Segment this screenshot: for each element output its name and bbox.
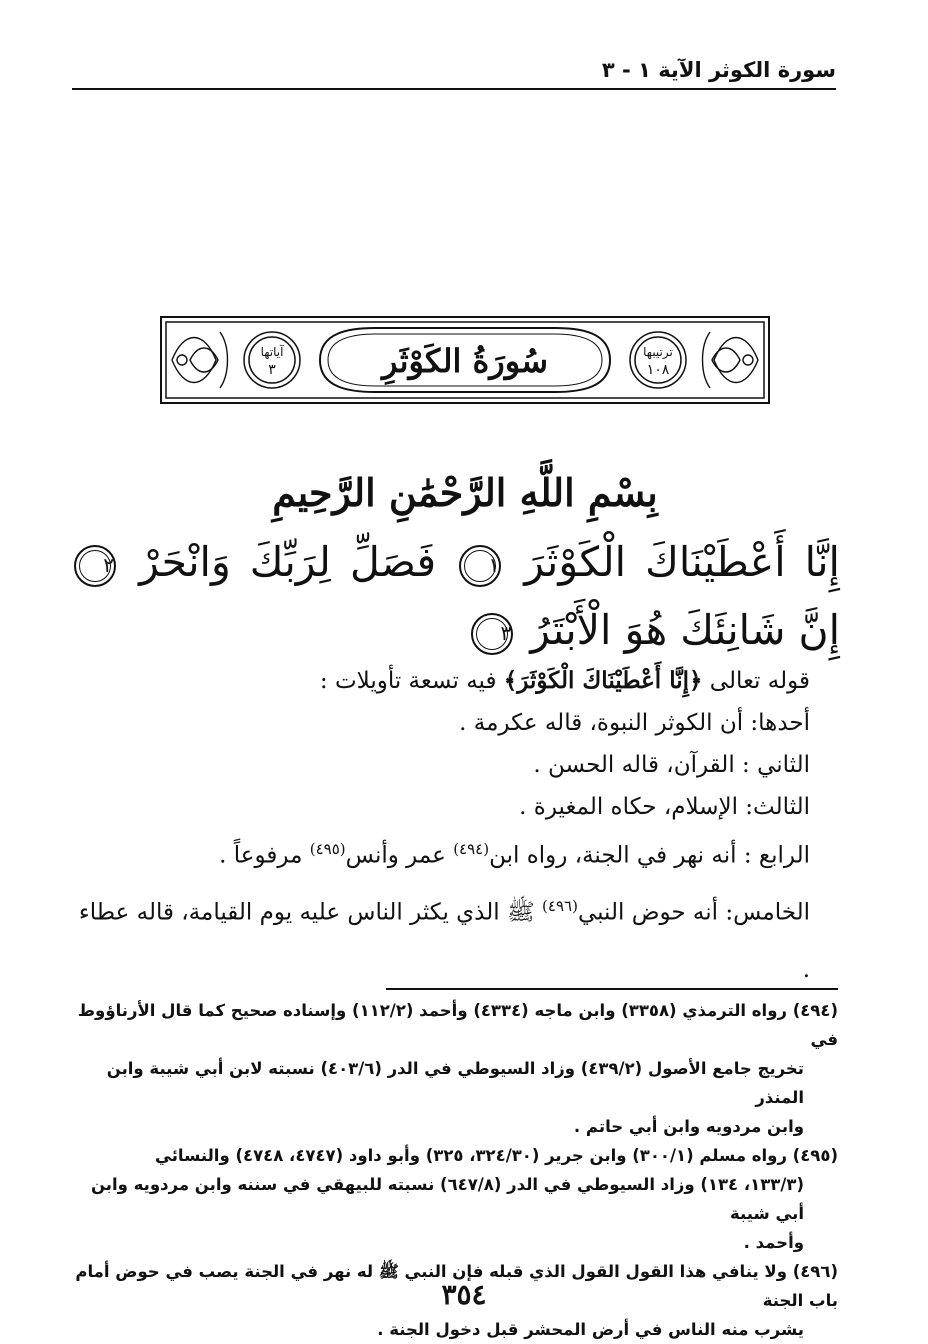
surah-banner bbox=[160, 316, 770, 404]
footnote-496: (٤٩٦) ولا ينافي هذا القول القول الذي قبله فإن النبي ﷺ له نهر في الجنة يصب في حوض أمام باب الجنة يشرب منه الناس في أرض المحشر قبل دخول الجنة . bbox=[75, 1262, 838, 1339]
surah-order-value: ١٠٨ bbox=[646, 362, 670, 378]
interpretation-3: الثالث: الإسلام، حكاه المغيرة . bbox=[519, 794, 810, 820]
commentary-intro: قوله تعالى ﴿إِنَّا أَعْطَيْنَاكَ الْكَوْثَرَ﴾ فيه تسعة تأويلات : bbox=[319, 667, 810, 694]
footnote-495: (٤٩٥) رواه مسلم (٣٠٠/١) وابن جرير (٣٢٤/٣٠، ٣٢٥) وأبو داود (٤٧٤٧، ٤٧٤٨) والنسائي (١٣٣/٣، ١٣٤) وزاد السيوطي في الدر (٦٤٧/٨) نسبته للبيهقي في سننه وابن مردويه وابن أبي شيبة وأحمد . bbox=[90, 1146, 838, 1252]
verse-text: إِنَّ شَانِئَكَ هُوَ الْأَبْتَرُ bbox=[530, 606, 840, 654]
footnote-rule bbox=[386, 988, 838, 990]
footnote-494: (٤٩٤) رواه الترمذي (٣٣٥٨) وابن ماجه (٤٣٣٤) وأحمد (١١٢/٢) وإسناده صحيح كما قال الأرناؤوط في تخريج جامع الأصول (٤٣٩/٢) وزاد السيوطي في الدر (٤٠٣/٦) نسبته لابن أبي شيبة وابن المنذر وابن مردويه وابن أبي حاتم . bbox=[77, 1001, 838, 1136]
surah-order-label: ترتيبها bbox=[643, 345, 673, 359]
surah-title: سُورَةُ الكَوْثَرِ bbox=[381, 342, 549, 380]
verse-number: ٣ bbox=[471, 613, 513, 655]
verse-text: إِنَّا أَعْطَيْنَاكَ الْكَوْثَرَ bbox=[524, 538, 840, 586]
interpretation-5: الخامس: أنه حوض النبي$^{(٤٩٦)}$ ﷺ الذي يكثر الناس عليه يوم القيامة، قاله عطاء . bbox=[78, 896, 810, 984]
running-head: سورة الكوثر الآية ١ - ٣ bbox=[601, 58, 836, 82]
interpretation-1: أحدها: أن الكوثر النبوة، قاله عكرمة . bbox=[459, 710, 810, 736]
page-number: ٣٥٤ bbox=[441, 1278, 487, 1311]
verse-count-label: آياتها bbox=[260, 345, 284, 359]
verse-text: فَصَلِّ لِرَبِّكَ وَانْحَرْ bbox=[139, 538, 437, 586]
verse-count-medallion-icon bbox=[244, 332, 300, 388]
interpretation-4: الرابع : أنه نهر في الجنة، رواه ابن$^{(٤٩٤)}$ عمر وأنس$^{(٤٩٥)}$ مرفوعاً . bbox=[219, 840, 810, 869]
quoted-verse: ﴿إِنَّا أَعْطَيْنَاكَ الْكَوْثَرَ﴾ bbox=[503, 667, 703, 694]
footnote-ref-494: (٤٩٤) bbox=[453, 840, 490, 858]
verse-number: ٢ bbox=[74, 545, 116, 587]
footnote-ref-495: (٤٩٥) bbox=[309, 840, 346, 858]
order-medallion-icon bbox=[630, 332, 686, 388]
basmala: بِسْمِ اللَّهِ الرَّحْمَٰنِ الرَّحِيمِ bbox=[272, 470, 658, 515]
verse-count-value: ٣ bbox=[268, 362, 276, 378]
footnote-ref-496: (٤٩٦) bbox=[542, 896, 578, 915]
quran-verses bbox=[70, 528, 840, 664]
header-rule bbox=[72, 88, 836, 90]
verse-number: ١ bbox=[459, 545, 501, 587]
interpretation-2: الثاني : القرآن، قاله الحسن . bbox=[533, 752, 810, 778]
tafsir-commentary bbox=[70, 660, 810, 999]
